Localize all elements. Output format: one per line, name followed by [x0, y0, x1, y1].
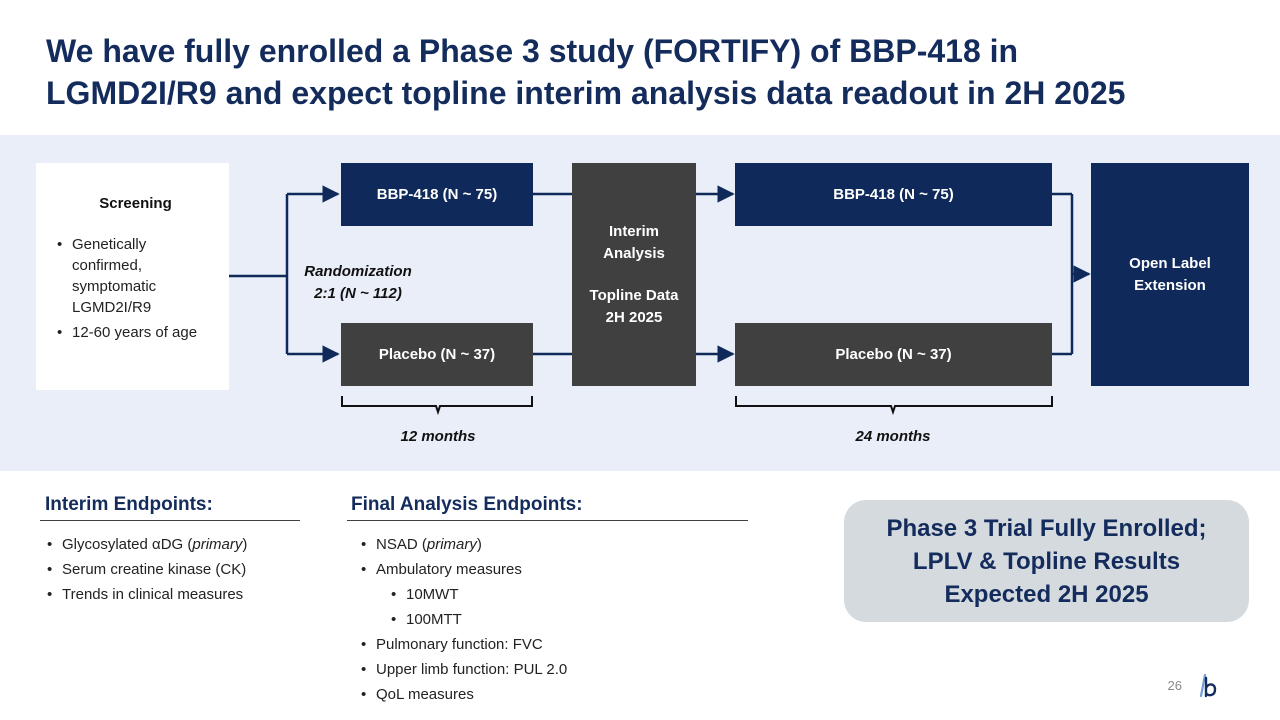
- final-endpoint-item: • NSAD (primary): [360, 534, 740, 555]
- placebo-arm-box: Placebo (N ~ 37): [341, 323, 533, 386]
- final-endpoints-list: [360, 534, 740, 709]
- final-endpoints-heading: Final Analysis Endpoints:: [351, 494, 583, 515]
- bridgebio-b-logo-icon: [1196, 672, 1222, 700]
- callout-line-2: LPLV & Topline Results: [912, 547, 1181, 575]
- drug-arm-box: BBP-418 (N ~ 75): [341, 163, 533, 226]
- screening-criterion: • 12-60 years of age: [56, 322, 215, 343]
- drug-arm-box-2: BBP-418 (N ~ 75): [735, 163, 1052, 226]
- callout-line-3: Expected 2H 2025: [944, 580, 1149, 608]
- interim-endpoint-item: • Glycosylated αDG (primary): [46, 534, 316, 555]
- screening-criterion: • Genetically confirmed, symptomatic LGMD2I/R9: [56, 234, 215, 318]
- ole-line-2: Extension: [1134, 276, 1206, 294]
- interim-line-1: Interim: [608, 222, 659, 240]
- duration-12-months: 12 months: [400, 428, 476, 445]
- interim-analysis-box: [572, 163, 696, 386]
- final-endpoint-subitem: • 10MWT: [360, 584, 740, 605]
- final-endpoint-item: • QoL measures: [360, 684, 740, 705]
- interim-line-3: Topline Data: [589, 286, 679, 304]
- interim-endpoints-list: [46, 534, 316, 609]
- open-label-extension-box: [1091, 163, 1249, 386]
- interim-endpoint-item: • Serum creatine kinase (CK): [46, 559, 316, 580]
- interim-endpoints-divider: [40, 520, 300, 521]
- screening-criteria-list: [56, 234, 215, 343]
- final-endpoints-divider: [347, 520, 748, 521]
- interim-endpoints-heading: Interim Endpoints:: [45, 494, 213, 515]
- page-number: 26: [1167, 678, 1182, 693]
- screening-box: [36, 163, 229, 390]
- final-endpoint-item: • Upper limb function: PUL 2.0: [360, 659, 740, 680]
- randomization-line-2: 2:1 (N ~ 112): [314, 285, 402, 302]
- title-line-1: We have fully enrolled a Phase 3 study (FORTIFY) of BBP-418 in: [46, 33, 1019, 69]
- callout-line-1: Phase 3 Trial Fully Enrolled;: [886, 514, 1207, 542]
- screening-heading: Screening: [99, 195, 172, 212]
- randomization-line-1: Randomization: [304, 263, 412, 280]
- interim-endpoint-item: • Trends in clinical measures: [46, 584, 316, 605]
- enrollment-callout: [844, 500, 1249, 622]
- title-line-2: LGMD2I/R9 and expect topline interim analysis data readout in 2H 2025: [46, 75, 1126, 111]
- placebo-arm-box-2: Placebo (N ~ 37): [735, 323, 1052, 386]
- brace-12-months: [342, 396, 532, 412]
- randomization-label: [294, 261, 422, 305]
- interim-line-4: 2H 2025: [605, 308, 663, 326]
- final-endpoint-item: • Pulmonary function: FVC: [360, 634, 740, 655]
- duration-24-months: 24 months: [855, 428, 931, 445]
- final-endpoint-subitem: • 100MTT: [360, 609, 740, 630]
- ole-line-1: Open Label: [1129, 254, 1211, 272]
- interim-line-2: Analysis: [603, 244, 665, 262]
- brace-24-months: [736, 396, 1052, 412]
- final-endpoint-item: • Ambulatory measures: [360, 559, 740, 580]
